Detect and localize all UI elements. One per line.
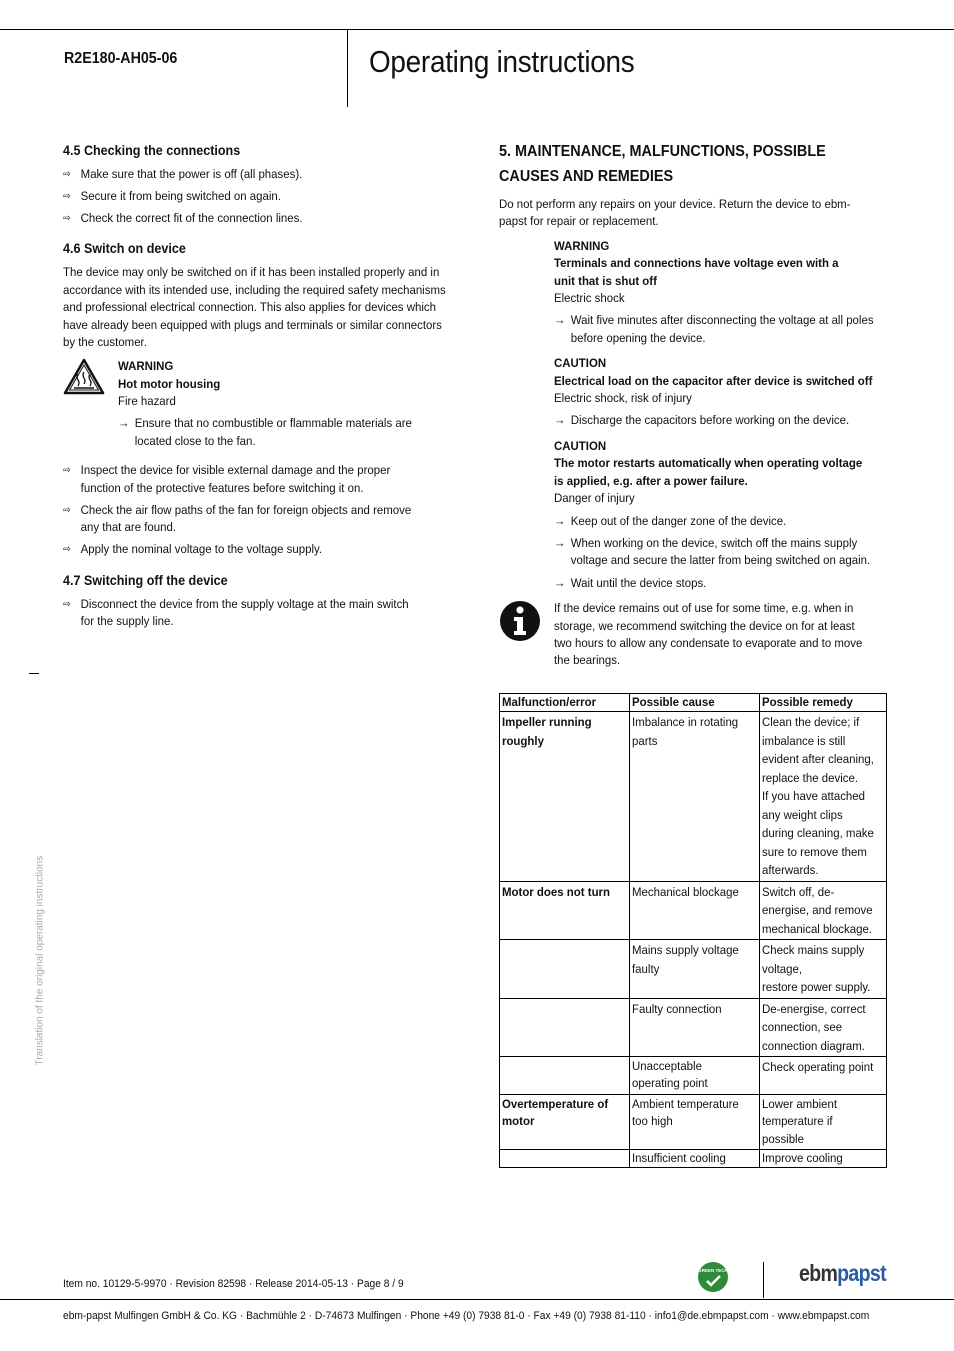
warning-label: WARNING [118, 359, 174, 374]
table-cell: Overtemperature of motor [500, 1094, 630, 1149]
arrow-bullet-icon: ⇨ [63, 465, 71, 477]
warning-action: → Wait five minutes after disconnecting the voltage at all poles before opening the device. [554, 313, 874, 345]
caution-hazard: Danger of injury [554, 491, 635, 506]
table-cell [500, 940, 630, 999]
warning-voltage-block [554, 238, 899, 592]
list-item: ⇨ Inspect the device for visible external damage and the proper function of the protective features before switching it on. [63, 463, 391, 495]
section-4-7-heading: 4.7 Switching off the device [63, 572, 228, 588]
table-cell [500, 1150, 630, 1168]
table-cell: Lower ambient temperature if possible [760, 1094, 887, 1149]
table-cell: Imbalance in rotating parts [630, 712, 760, 882]
section-5-heading-line1: 5. MAINTENANCE, MALFUNCTIONS, POSSIBLE [499, 143, 826, 160]
header-top-rule [0, 29, 954, 30]
arrow-bullet-icon: ⇨ [63, 544, 71, 556]
info-text: If the device remains out of use for some time, e.g. when in storage, we recommend switching the device on for at least two hours to allow any condensate to evaporate and to move the bearings. [554, 601, 863, 668]
table-cell: Check operating point [760, 1057, 887, 1095]
malfunction-table [499, 693, 887, 1168]
arrow-right-icon: → [554, 413, 566, 428]
caution-label: CAUTION [554, 438, 607, 453]
footer-logo-divider [763, 1262, 764, 1298]
green-tech-label: GREEN TECH [698, 1268, 728, 1273]
column-header: Possible remedy [760, 694, 887, 712]
table-cell: Mechanical blockage [630, 881, 760, 940]
list-item: ⇨ Check the air flow paths of the fan for foreign objects and remove any that are found. [63, 502, 412, 535]
left-column [63, 143, 448, 630]
warning-hazard: Electric shock [554, 291, 625, 306]
arrow-bullet-icon: ⇨ [63, 504, 71, 516]
document-title: Operating instructions [369, 44, 635, 79]
table-row [500, 1057, 887, 1095]
table-cell: Insufficient cooling [630, 1150, 760, 1168]
table-row [500, 940, 887, 999]
warning-title: Terminals and connections have voltage even with a unit that is shut off [554, 256, 839, 288]
list-item: ⇨ Apply the nominal voltage to the voltage supply. [63, 541, 421, 558]
column-header: Malfunction/error [500, 694, 630, 712]
list-item: ⇨ Check the correct fit of the connection lines. [63, 210, 421, 227]
caution-action: → Discharge the capacitors before working on the device. [554, 412, 875, 429]
model-number: R2E180-AH05-06 [64, 50, 178, 67]
warning-hazard: Fire hazard [118, 394, 176, 409]
section-4-6-heading: 4.6 Switch on device [63, 241, 186, 257]
margin-mark [29, 673, 39, 674]
arrow-bullet-icon: ⇨ [63, 213, 71, 224]
table-cell: Clean the device; if imbalance is still evident after cleaning, replace the device. If you have attached any weight clips during cleaning, make sure to remove them afterwards. [760, 712, 887, 882]
arrow-right-icon: → [554, 535, 566, 550]
table-cell: Motor does not turn [500, 881, 630, 940]
table-cell: Mains supply voltage faulty [630, 940, 760, 999]
caution-action: → Wait until the device stops. [554, 575, 875, 592]
arrow-right-icon: → [554, 513, 566, 528]
caution-title: Electrical load on the capacitor after device is switched off [554, 373, 873, 388]
warning-label: WARNING [554, 238, 610, 253]
warning-title: Hot motor housing [118, 377, 221, 392]
green-tech-badge [698, 1262, 728, 1292]
table-cell: Faulty connection [630, 998, 760, 1057]
list-item: ⇨ Make sure that the power is off (all phases). [63, 166, 421, 183]
section-5-heading-line2: CAUSES AND REMEDIES [499, 168, 674, 185]
table-row [500, 881, 887, 940]
column-header: Possible cause [630, 694, 760, 712]
hot-surface-warning-icon [63, 358, 105, 395]
section-4-6-paragraph: The device may only be switched on if it has been installed properly and in accordance with its intended use, including the required safety mechanisms and professional electrical connection. This also applies for devices which have already been equipped with plugs and terminals or similar connectors by the customer. [63, 265, 446, 350]
caution-action: → When working on the device, switch off the mains supply voltage and secure the latter from being switched on again. [554, 535, 871, 568]
caution-action: → Keep out of the danger zone of the device. [554, 513, 875, 530]
footer-company-info: ebm-papst Mulfingen GmbH & Co. KG · Bachmühle 2 · D-74673 Mulfingen · Phone +49 (0) 7938 81-0 · Fax +49 (0) 7938 81-110 · info1@de.ebmpapst.com · www.ebmpapst.com [63, 1310, 870, 1322]
footer-item-info: Item no. 10129-5-9970 · Revision 82598 · Release 2014-05-13 · Page 8 / 9 [63, 1278, 404, 1290]
arrow-bullet-icon: ⇨ [63, 598, 71, 610]
footer-rule [0, 1299, 954, 1300]
section-4-5-heading: 4.5 Checking the connections [63, 143, 241, 158]
list-item: ⇨ Secure it from being switched on again. [63, 188, 421, 205]
table-row [500, 1094, 887, 1149]
table-cell: Unacceptable operating point [630, 1057, 760, 1095]
ebmpapst-logo: ebmpapst [799, 1260, 886, 1286]
header-divider [347, 29, 348, 107]
sidebar-translation-note: Translation of the original operating instructions [34, 855, 46, 1066]
arrow-right-icon: → [554, 313, 566, 328]
arrow-right-icon: → [554, 575, 566, 590]
table-row [500, 712, 887, 882]
table-cell: Improve cooling [760, 1150, 887, 1168]
table-cell [500, 1057, 630, 1095]
table-cell: Ambient temperature too high [630, 1094, 760, 1149]
arrow-bullet-icon: ⇨ [63, 191, 71, 202]
info-icon [499, 600, 541, 642]
caution-hazard: Electric shock, risk of injury [554, 391, 692, 406]
caution-title: The motor restarts automatically when operating voltage is applied, e.g. after a power failure. [554, 456, 863, 488]
arrow-right-icon: → [118, 416, 130, 431]
table-row [500, 998, 887, 1057]
table-row [500, 1150, 887, 1168]
right-column [499, 139, 889, 672]
warning-action: → Ensure that no combustible or flammable materials are located close to the fan. [118, 416, 412, 448]
warning-block [63, 358, 448, 462]
table-cell: Switch off, de-energise, and remove mechanical blockage. [760, 881, 887, 940]
arrow-bullet-icon: ⇨ [63, 169, 71, 180]
caution-label: CAUTION [554, 356, 607, 371]
section-5-intro: Do not perform any repairs on your device. Return the device to ebm-papst for repair or replacement. [499, 197, 851, 229]
list-item: ⇨ Disconnect the device from the supply voltage at the main switch for the supply line. [63, 596, 409, 629]
info-block [499, 600, 889, 672]
checkmark-icon [705, 1274, 722, 1288]
table-cell: Impeller running roughly [500, 712, 630, 882]
table-cell [500, 998, 630, 1057]
table-cell: Check mains supply voltage, restore power supply. [760, 940, 887, 999]
table-header-row [500, 694, 887, 712]
table-cell: De-energise, correct connection, see connection diagram. [760, 998, 887, 1057]
